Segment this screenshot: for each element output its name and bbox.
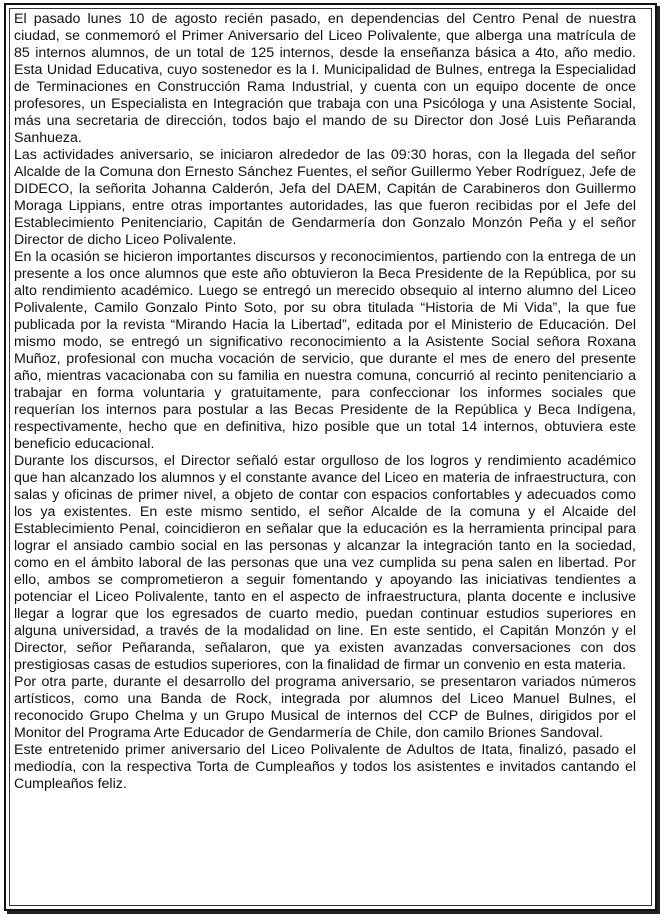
paragraph-4: Durante los discursos, el Director señaló estar orgulloso de los logros y rendimiento académico que han alcanzado los alumnos y el constante avance del Liceo en materia de infraestructura, con salas y oficinas de primer nivel, a objeto de contar con espacios confortables y adecuados como los ya existentes. En este mismo sentido, el señor Alcalde de la comuna y el Alcaide del Establecimiento Penal, coincidieron en señalar que la educación es la herramienta principal para lograr el ansiado cambio social en las personas y alcanzar la integración tanto en la sociedad, como en el ámbito laboral de las personas que una vez cumplida su pena salen en libertad. Por ello, ambos se comprometieron a seguir fomentando y apoyando las iniciativas tendientes a potenciar el Liceo Polivalente, tanto en el aspecto de infraestructura, planta docente e inclusive llegar a lograr que los egresados de cuarto medio, puedan continuar estudios superiores en alguna universidad, a través de la modalidad on line. En este sentido, el Capitán Monzón y el Director, señor Peñaranda, señalaron, que ya existen avanzadas conversaciones con dos prestigiosas casas de estudios superiores, con la finalidad de firmar un convenio en esta materia.: [14, 453, 636, 673]
paragraph-3: En la ocasión se hicieron importantes discursos y reconocimientos, partiendo con la entrega de un presente a los once alumnos que este año obtuvieron la Beca Presidente de la República, por su alto rendimiento académico. Luego se entregó un merecido obsequio al interno alumno del Liceo Polivalente, Camilo Gonzalo Pinto Soto, por su obra titulada “Historia de Mi Vida”, la que fue publicada por la revista “Mirando Hacia la Libertad”, editada por el Ministerio de Educación. Del mismo modo, se entregó un significativo reconocimiento a la Asistente Social señora Roxana Muñoz, profesional con mucha vocación de servicio, que durante el mes de enero del presente año, mientras vacacionaba con su familia en nuestra comuna, concurrió al recinto penitenciario a trabajar en forma voluntaria y gratuitamente, para confeccionar los informes sociales que requerían los internos para postular a las Becas Presidente de la República y Beca Indígena, respectivamente, hecho que en definitiva, hizo posible que un total 14 internos, obtuviera este beneficio educacional.: [14, 249, 636, 452]
paragraph-2: Las actividades aniversario, se iniciaron alrededor de las 09:30 horas, con la llegada del señor Alcalde de la Comuna don Ernesto Sánchez Fuentes, el señor Guillermo Yeber Rodríguez, Jefe de DIDECO, la señorita Johanna Calderón, Jefa del DAEM, Capitán de Carabineros don Guillermo Moraga Lippians, entre otras importantes autoridades, las que fueron recibidas por el Jefe del Establecimiento Penitenciario, Capitán de Gendarmería don Gonzalo Monzón Peña y el señor Director de dicho Liceo Polivalente.: [14, 147, 636, 248]
paragraph-5: Por otra parte, durante el desarrollo del programa aniversario, se presentaron variados números artísticos, como una Banda de Rock, integrada por alumnos del Liceo Manuel Bulnes, el reconocido Grupo Chelma y un Grupo Musical de internos del CCP de Bulnes, dirigidos por el Monitor del Programa Arte Educador de Gendarmería de Chile, don camilo Briones Sandoval.: [14, 674, 636, 741]
article-body: [14, 11, 636, 793]
paragraph-6: Este entretenido primer aniversario del Liceo Polivalente de Adultos de Itata, finalizó, pasado el mediodía, con la respectiva Torta de Cumpleaños y todos los asistentes e invitados cantando el Cumpleaños feliz.: [14, 742, 636, 792]
paragraph-1: El pasado lunes 10 de agosto recién pasado, en dependencias del Centro Penal de nuestra ciudad, se conmemoró el Primer Aniversario del Liceo Polivalente, que alberga una matrícula de 85 internos alumnos, de un total de 125 internos, desde la enseñanza básica a 4to, año medio. Esta Unidad Educativa, cuyo sostenedor es la I. Municipalidad de Bulnes, entrega la Especialidad de Terminaciones en Construcción Rama Industrial, y cuenta con un equipo docente de once profesores, un Especialista en Integración que trabaja con una Psicóloga y una Asistente Social, más una secretaria de dirección, todos bajo el mando de su Director don José Luis Peñaranda Sanhueza.: [14, 11, 636, 146]
